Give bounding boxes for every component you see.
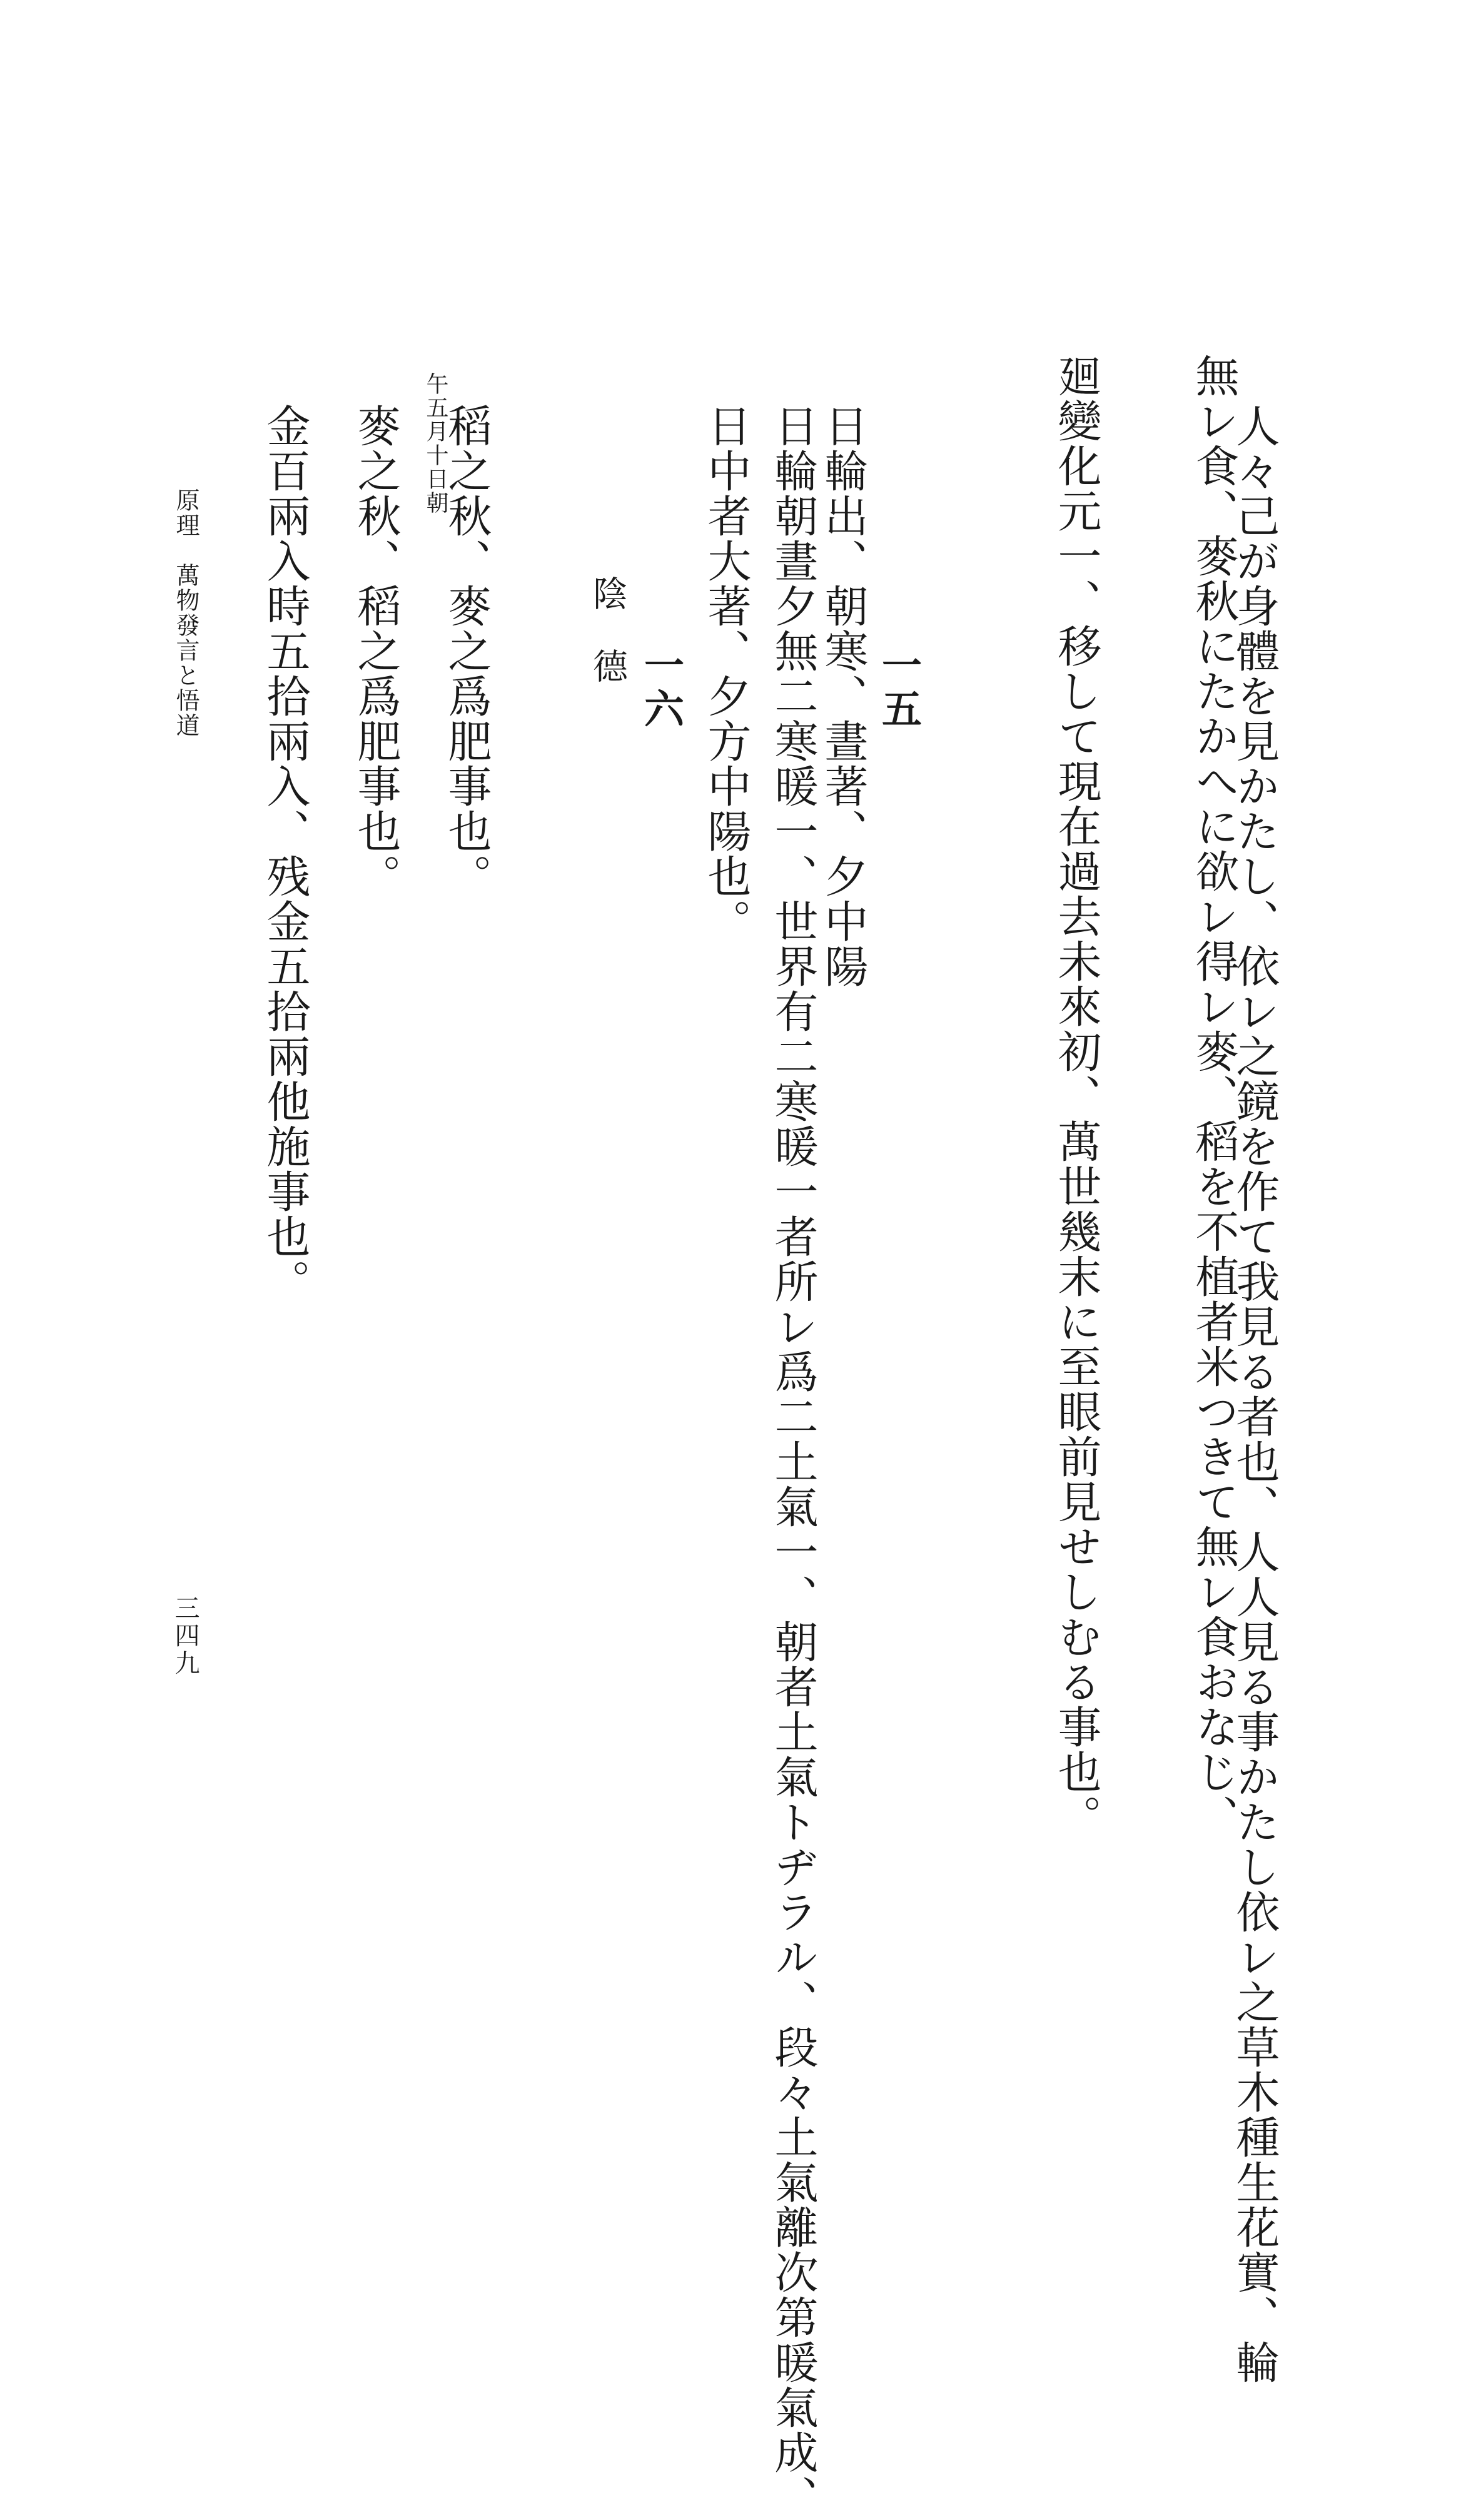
running-head: 原理 萬物發言と悟道 xyxy=(172,488,200,738)
text-line-7: 稻之秋、麥之爲肥事也。 xyxy=(441,403,492,899)
text-line-9: 金百兩入時五拾兩入、残金五拾兩他施事也。 xyxy=(260,403,311,1304)
text-line-6: 日中者大著、夕方中陽也。 xyxy=(700,403,752,944)
date-note: 午五月十日朝 xyxy=(423,372,448,515)
text-line-2: 人々己が身體を見かたし、依レ之鏡を作て我見る者也、人人見る事かたし依レ之草木種生花實、輪 xyxy=(1229,403,1280,2385)
section-heading-15: 一五 xyxy=(875,644,922,732)
text-line-4: 日輪出、朝寒、晝著、夕中陽 xyxy=(817,403,869,989)
text-line-1: 無レ食、麥秋にたかへに欲レ得レ麥、稻を不植者米つきて無レ食おなじ、 xyxy=(1188,353,1240,1839)
text-line-8: 麥之秋、稻之爲肥事也。 xyxy=(350,403,402,899)
section-heading-16: 一六 xyxy=(637,644,684,732)
text-line-5: 日輪朝晝夕無二寒暖一、世界有二寒暖一者所レ爲二土氣一、朝者土氣トヂラル、段々土氣離次第暖氣成、 xyxy=(767,403,819,2520)
text-line-3: 廻變化元一、移して現在過去未來初、萬世幾末に至眼前見せしむる事也。 xyxy=(1051,353,1102,1839)
section-title: 陰德 xyxy=(587,575,628,721)
page-number: 三四九 xyxy=(171,1595,200,1677)
